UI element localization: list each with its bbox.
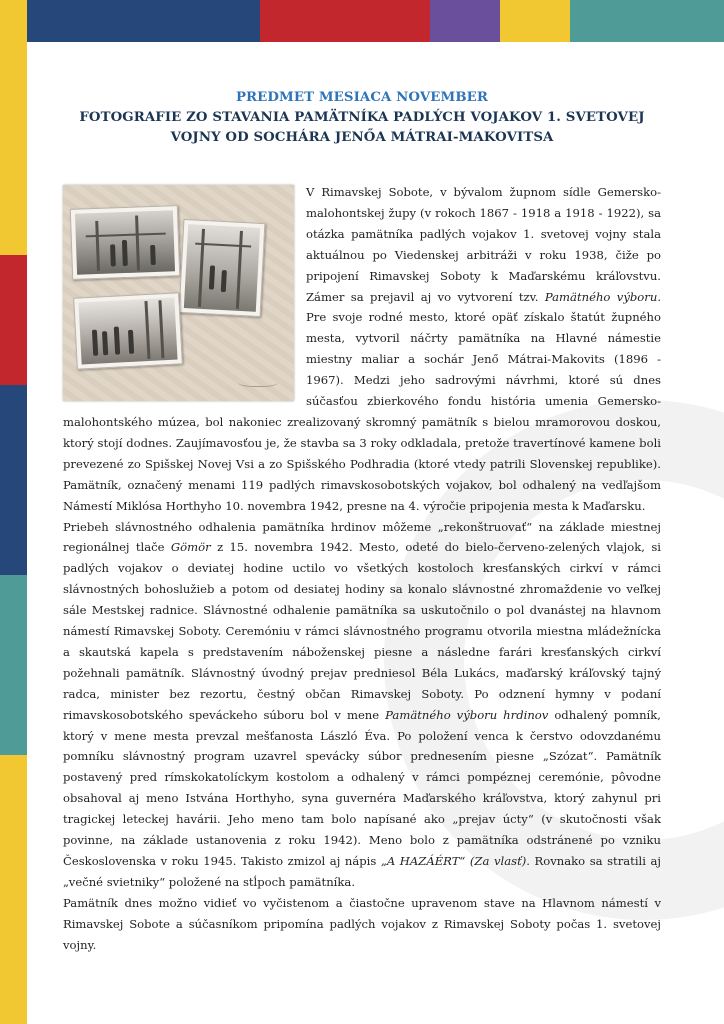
page-title-line2: VOJNY OD SOCHÁRA JENŐA MÁTRAI-MAKOVITSA <box>170 130 554 145</box>
photo-construction-3 <box>73 292 183 369</box>
band-segment <box>260 0 430 42</box>
paragraph-today: Pamätník dnes možno vidieť vo vyčistenom a čiastočne upravenom stave na Hlavnom námestí v Rimavskej Sobote a súčasníkom pripomína padlých vojakov z Rimavskej Soboty počas 1. svetovej vojny. <box>63 895 661 952</box>
band-segment <box>0 755 27 1024</box>
paragraph-ceremony: Priebeh slávnostného odhalenia pamätníka hrdinov môžeme „rekonštruovať“ na základe miestnej regionálnej tlače Gömör z 15. novembra 1942. Mesto, odeté do bielo-červeno-zelených vlajok, si padlých vojakov o deviatej hodine uctilo vo všetkých kostoloch kresťanských cirkví v rámci slávnostných bohoslužieb a potom od desiatej hodiny sa konalo slávnostné zhromaždenie vo veľkej sále Mestskej radnice. Slávnostné odhalenie pamätníka sa uskutočnilo o pol dvanástej na hlavnom námestí Rimavskej Soboty. Ceremóniu v rámci slávnostného programu otvorila miestna mládežnícka a skautská kapela s predstavením náboženskej piesne a následne farári kresťanských cirkví požehnali pamätník. Slávnostný úvodný prejav predniesol Béla Lukács, maďarský kráľovský tajný radca, minister bez rezortu, čestný občan Rimavskej Soboty. Po odznení hymny v podaní rimavskosobotského speváckeho súboru bol v mene Pamätného výboru hrdinov odhalený pomník, ktorý v mene mesta prevzal mešťanosta László Éva. Po položení venca k čerstvo odovzdanému pomníku slávnostný program uzavrel spevácky súbor prednesením piesne „Szózat“. Pamätník postavený pred rímskokatolíckym kostolom a odhalený v rámci pompéznej ceremónie, pôvodne obsahoval aj meno Istvána Horthyho, syna guvernéra Maďarského kráľovstva, ktorý zahynul pri tragickej leteckej havárii. Jeho meno tam bolo napísané ako „prejav úcty“ (v skutočnosti však povinne, na základe ustanovenia z roku 1942). Meno bolo z pamätníka odstránené po vzniku Československa v roku 1945. Takisto zmizol aj nápis „A HAZÁÉRT“ (Za vlasť). Rovnako sa stratili aj „večné svietniky“ položené na stĺpoch pamätníka. <box>63 519 662 889</box>
photo-construction-2 <box>179 219 266 317</box>
band-segment <box>27 0 260 42</box>
band-segment <box>500 0 570 42</box>
paragraph-intro: V Rimavskej Sobote, v bývalom župnom sídle Gemersko-malohontskej župy (v rokoch 1867 - 1918 a 1918 - 1922), sa otázka pamätníka padlých vojakov 1. svetovej vojny stala aktuálnou po Viedenskej arbitráži v roku 1938, čiže po pripojení Rimavskej Soboty k Maďarskému kráľovstvu. Zámer sa prejavil aj vo vytvorení tzv. Pamätného výboru. Pre svoje rodné mesto, ktoré opäť získalo štatút župného mesta, vytvoril náčrty pamätníka na Hlavné námestie miestny maliar a sochár Jenő Mátrai-Makovits (1896 - 1967). Medzi jeho sadrovými návrhmi, ktoré sú dnes súčasťou zbierkového fondu história umenia Gemersko-malohontského múzea, bol nakoniec zrealizovaný skromný pamätník s bielou mramorovou doskou, ktorý stojí dodnes. Zaujímavosťou je, že stavba sa 3 roky odkladala, pretože travertínové kamene boli prevezené zo Spišskej Novej Vsi a zo Spišského Podhradia (ktoré vtedy patrili Slovenskej republike). Pamätník, označený menami 119 padlých rimavskosobotských vojakov, bol odhalený na vedľajšom Námestí Miklósa Horthyho 10. novembra 1942, presne na 4. výročie pripojenia mesta k Maďarsku. <box>63 185 661 513</box>
historical-photo-collage <box>63 185 294 401</box>
page-title-line1: FOTOGRAFIE ZO STAVANIA PAMÄTNÍKA PADLÝCH VOJAKOV 1. SVETOVEJ <box>79 110 645 125</box>
article-body <box>63 182 661 956</box>
header <box>63 88 661 148</box>
page-kicker: PREDMET MESIACA NOVEMBER <box>235 90 489 105</box>
band-segment <box>430 0 500 42</box>
left-color-band <box>0 0 27 1024</box>
top-color-band <box>0 0 724 42</box>
band-segment <box>0 255 27 385</box>
band-segment <box>0 575 27 755</box>
band-segment <box>0 385 27 575</box>
band-segment <box>0 0 27 255</box>
band-segment <box>570 0 724 42</box>
photo-construction-1 <box>70 205 180 280</box>
